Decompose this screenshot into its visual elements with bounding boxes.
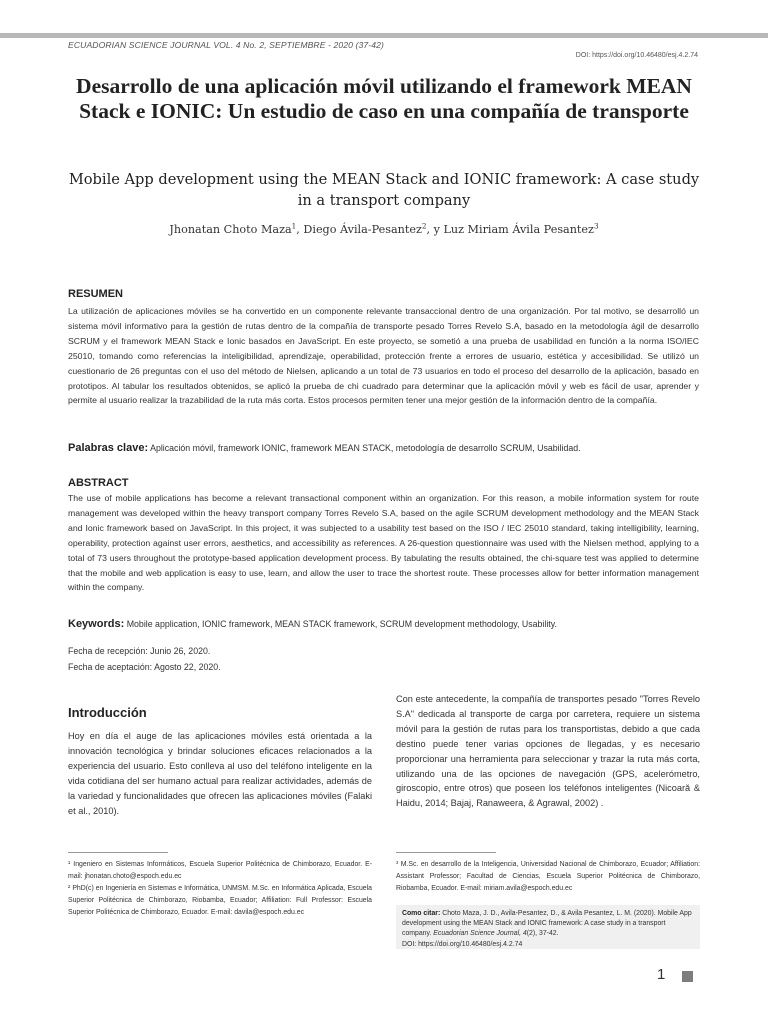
footnote-2: ² PhD(c) en Ingeniería en Sistemas e Informática, UNMSM. M.Sc. en Informática Aplicada, Escuela Superior Politécnica de Chimborazo, Riobamba, Ecuador; Affiliation: Full Professor: Escuela Superior Politécnica de Chimborazo, Ecuador. E-mail: davila@espoch.edu.ec <box>68 884 372 916</box>
palabras-clave-list: Aplicación móvil, framework IONIC, framework MEAN STACK, metodología de desarrollo SCRUM, Usabilidad. <box>150 443 581 453</box>
accepted-date: Fecha de aceptación: Agosto 22, 2020. <box>68 661 221 672</box>
keywords-list: Mobile application, IONIC framework, MEAN STACK framework, SCRUM development methodology, Usability. <box>126 619 557 629</box>
resumen-heading: RESUMEN <box>68 288 124 300</box>
author-name: Diego Ávila-Pesantez <box>303 223 422 236</box>
citation-box <box>396 905 700 949</box>
author-list <box>60 223 708 236</box>
footnote-rule-left <box>68 852 168 853</box>
citation-journal: Ecuadorian Science Journal, 4 <box>433 930 527 938</box>
page-marker <box>682 971 693 982</box>
intro-heading: Introducción <box>68 705 147 720</box>
keywords <box>68 618 708 630</box>
author-affiliation-mark: 2 <box>421 221 427 231</box>
footnote-1: ¹ Ingeniero en Sistemas Informáticos, Escuela Superior Politécnica de Chimborazo, Ecuador. E-mail: jhonatan.choto@espoch.edu.ec <box>68 861 372 880</box>
abstract-text: The use of mobile applications has become a relevant transactional component within an organization. For this reason, a mobile information system for route management was developed within the heavy transport company Torres Revelo S.A, based on the agile SCRUM development methodology and the MEAN Stack and Ionic framework based on JavaScript. In this project, it was subjected to a usability test based on the ISO / IEC 25010 standard, taking intelligibility, learning, operability, protection against user errors, aesthetics, and accessibility as references. A 26-question questionnaire was used with the Nielsen method, applying to a total of 73 users throughout the prototype-based application development process. By tabulating the results obtained, the chi-square test was applied to determine that the mobile and web application is easy to use, learn, and allow the user to trace the shortest route. These processes allow for better information management within the company. <box>68 493 699 593</box>
footnotes-right <box>396 859 700 895</box>
palabras-clave <box>68 442 708 454</box>
citation-issue: (2), 37-42. <box>526 930 559 938</box>
author-affiliation-mark: 3 <box>593 221 599 231</box>
page-number: 1 <box>657 966 666 983</box>
author-separator: , y <box>426 223 444 236</box>
top-rule <box>0 33 768 38</box>
palabras-clave-label: Palabras clave: <box>68 442 149 454</box>
title-english: Mobile App development using the MEAN Stack and IONIC framework: A case study in a transport company <box>68 171 700 209</box>
journal-header: ECUADORIAN SCIENCE JOURNAL VOL. 4 No. 2, SEPTIEMBRE - 2020 (37-42) <box>68 40 384 50</box>
citation-label: Como citar: <box>402 910 441 917</box>
author-affiliation-mark: 1 <box>291 221 297 231</box>
author-name: Luz Miriam Ávila Pesantez <box>443 223 594 236</box>
author-separator: , <box>296 223 304 236</box>
abstract-heading: ABSTRACT <box>68 477 129 489</box>
citation-text: Choto Maza, J. D., Avila-Pesantez, D., & Avila Pesantez, L. M. (2020). Mobile App development using the MEAN Stack and IONIC framework: A case study in a transport company. <box>402 910 692 938</box>
doi-header: DOI: https://doi.org/10.46480/esj.4.2.74 <box>575 52 698 59</box>
footnote-3: ³ M.Sc. en desarrollo de la Inteligencia, Universidad Nacional de Chimborazo, Ecuador; Affiliation: Assistant Professor; Facultad de Ciencias, Escuela Superior Politécnica de Chimborazo, Riobamba, Ecuador. E-mail: miriam.avila@espoch.edu.ec <box>396 861 700 892</box>
citation-doi: DOI: https://doi.org/10.46480/esj.4.2.74 <box>402 940 523 948</box>
author-name: Jhonatan Choto Maza <box>169 223 292 236</box>
dates <box>68 644 221 675</box>
received-date: Fecha de recepción: Junio 26, 2020. <box>68 646 211 656</box>
title-spanish: Desarrollo de una aplicación móvil utilizando el framework MEAN Stack e IONIC: Un estudio de caso en una compañía de transporte <box>76 74 692 123</box>
intro-paragraph-right: Con este antecedente, la compañía de transportes pesado "Torres Revelo S.A" dedicada al transporte de carga por carretera, requiere un sistema móvil para la gestión de rutas para los transportistas, debido a que cada destino puede tener varias opciones de llegadas, y es necesario proporcionar una herramienta para seleccionar y trazar la ruta más corta, utilizando una de las opciones de navegación (GPS, acelerómetro, giroscopio, entre otros) que poseen los teléfonos inteligentes (Nicoară & Haidu, 2014; Bajaj, Ranaweera, & Agrawal, 2002) . <box>396 694 700 809</box>
intro-paragraph-left: Hoy en día el auge de las aplicaciones móviles está orientada a la innovación tecnológica y brindar soluciones eficaces relacionados a la experiencia del usuario. Esto conlleva al uso del teléfono inteligente en la vida cotidiana del ser humano actual para realizar actividades, además de la variedad y funcionalidades que ofrecen las aplicaciones móviles (Falaki et al., 2010). <box>68 731 372 816</box>
footnotes-left <box>68 859 372 919</box>
footnote-rule-right <box>396 852 496 853</box>
keywords-label: Keywords: <box>68 618 125 630</box>
resumen-text: La utilización de aplicaciones móviles se ha convertido en un componente relevante transaccional dentro de una organización. Por tal motivo, se desarrolló un sistema móvil informativo para la gestión de rutas dentro de la compañía de transporte pesado Torres Revelo S.A, basado en la metodología ágil de desarrollo SCRUM y el framework MEAN Stack e Ionic basados en JavaScript. En este proyecto, se sometió a una prueba de usabilidad en función a la norma ISO/IEC 25010, tomando como referencias la inteligibilidad, aprendizaje, operabilidad, protección frente a errores de usuario, estética y accesibilidad. Se utilizó un cuestionario de 26 preguntas con el uso del método de Nielsen, aplicando a un total de 73 usuarios en todo el proceso del desarrollo de la aplicación, basado en prototipos. Al tabular los resultados obtenidos, se aplicó la prueba de chi cuadrado para determinar que la aplicación móvil y web es fácil de usar, aprender y permite al usuario realizar la trazabilidad de la ruta más corta. Estos procesos permiten tener una mejor gestión de la información dentro de la compañía. <box>68 306 699 406</box>
